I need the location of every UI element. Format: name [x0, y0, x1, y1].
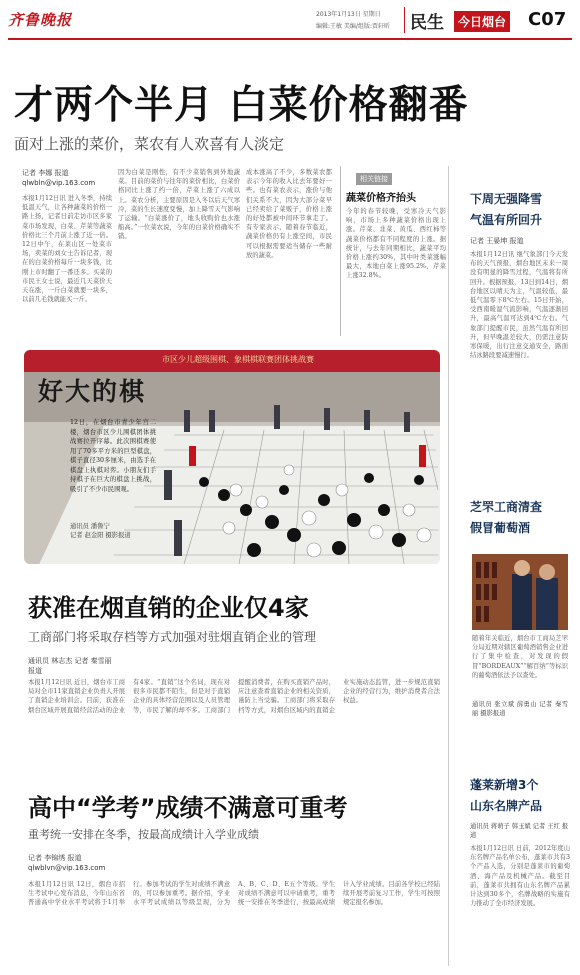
- newspaper-brand: 齐鲁晚报: [8, 11, 73, 29]
- lead-headline: 才两个半月 白菜价格翻番: [14, 83, 469, 128]
- story2-body: 本报1月12日讯 近日，烟台市工商局对全市11家直销企业负责人开展了直销企业培训会。目前，获准在烟台区域开展直销经营活动的企业有4家。“直销”这个名词，现在对很多市民都不陌生，但是对于直销企业的具体经营范围以及人员管理等，市民了解的却不多。工商部门提醒消费者，在购买直销产品时，应注意查看直销企业的相关资质，谨防上当受骗。工商部门将采取存档等方式，对烟台区域内的直销企业实施动态监管，进一步规范直销企业的经营行为，维护消费者合法权益。: [28, 679, 440, 714]
- story2-subhead: 工商部门将采取存档等方式加强对驻烟直销企业的管理: [28, 630, 317, 644]
- story3-email: qlwblvn@vip.163.com: [28, 864, 106, 872]
- lead-body-col1: 本报1月12日讯 进入冬季，持续低温天气，让各种蔬菜的价格一路上扬，记者日前走访市区多家菜市场发现，白菜、芹菜等蔬菜价格比三个月前上涨了近一倍。12日中午，在莱山区一处菜市场，卖菜的刘女士告诉记者，现在的白菜价格每斤一块多钱，比刚上市时翻了一番还多。买菜的市民王女士说，最近几天菜价天天在涨，一斤白菜就要一块多，以前几毛钱就能买一斤。: [22, 195, 112, 304]
- story3-body: 本报1月12日讯 12日，烟台市招生考试中心发布消息，今年山东省普通高中学业水平考试将于1月举行。参加考试的学生对成绩不满意的，可以参加重考。据介绍，学业水平考试成绩以等级呈现，分为A、B、C、D、E五个等级。学生对成绩不满意可以申请重考，重考统一安排在冬季进行，按最高成绩计入学业成绩。目前各学校已经陆续开展考前复习工作，学生可按照规定报名参加。: [28, 881, 440, 907]
- s1-title2: 气温有所回升: [470, 213, 543, 227]
- s3-body: 本报1月12日讯 日前，2012年度山东名牌产品名单公布，蓬莱市共有3个产品入选，分别是蓬莱市的葡萄酒、海产品及机械产品。截至目前，蓬莱市共拥有山东名牌产品累计达到30多个，名牌战略的实施有力推动了全市经济发展。: [470, 845, 570, 908]
- s3-title: 蓬莱新增3个: [470, 778, 539, 792]
- related-body: 今年的春节较晚，受寒冷天气影响，市场上多种蔬菜价格出现上涨。芹菜、韭菜、黄瓜、西红柿等蔬菜价格都有不同程度的上涨。据统计，与去年同期相比，蔬菜平均价格上涨约30%，其中叶类菜涨幅最大，本地白菜上涨95.2%，芹菜上涨32.8%。: [346, 208, 446, 280]
- chess-photo: [24, 350, 440, 564]
- photo-caption: 12日，在烟台市青少年宫二楼，烟台市区少儿围棋团体挑战赛拉开序幕。此次围棋赛使用了70多平方米的巨型棋盘，棋子直径30多厘米，由选手在棋盘上执棋对弈。小朋友们手持棋子在巨大的棋盘上挑战，吸引了不少市民围观。: [70, 419, 156, 493]
- lead-byline: 记者 李娜 报道: [22, 169, 69, 177]
- lead-subhead: 面对上涨的菜价，菜农有人欢喜有人淡定: [14, 135, 285, 153]
- s1-title: 下周无强降雪: [470, 192, 543, 206]
- story3-subhead: 重考统一安排在冬季，按最高成绩计入学业成绩: [28, 828, 259, 841]
- story2-headline: 获准在烟直销的企业仅4家: [28, 594, 309, 622]
- s3-title2: 山东名牌产品: [470, 799, 543, 813]
- s2-title2: 假冒葡萄酒: [470, 521, 531, 535]
- photo-title: 好大的棋: [38, 377, 147, 406]
- editors-line: 编辑:王敏 美编/组版:贾轩昕: [316, 23, 390, 30]
- related-title: 蔬菜价格齐抬头: [346, 193, 416, 204]
- related-box: [340, 166, 446, 336]
- date-line: 2013年1月13日 星期日: [316, 11, 381, 18]
- lead-email: qlwbln@vip.163.com: [22, 179, 96, 187]
- related-label: 相关链接: [356, 173, 392, 185]
- s3-byline: 通讯员 蒋萌子 韩玉斌 记者 王红 报道: [470, 823, 569, 839]
- story2-byline: 通讯员 林志杰 记者 秦雪丽 报道: [28, 657, 112, 675]
- story3-headline: 高中“学考”成绩不满意可重考: [28, 794, 348, 822]
- edition-badge: 今日烟台: [454, 11, 510, 32]
- lead-body-col3: 成本涨高了不少，多数菜农都表示今年的收入比去年要好一些。也有菜农表示，涨价与他们关系不大，因为大部分菜早已经卖给了菜贩子，价格上涨的好处都被中间环节拿走了。有专家表示，随着春节临近，蔬菜价格仍有上涨空间，市民可以根据需要适当储存一些耐放的蔬菜。: [246, 169, 332, 259]
- section-name: 民生: [410, 13, 444, 33]
- s2-title: 芝罘工商清查: [470, 500, 543, 514]
- s1-byline: 记者 王晏坤 报道: [470, 237, 524, 245]
- s2-body: 随着年关临近，烟台市工商局芝罘分局近期对辖区葡萄酒销售企业进行了集中检查，对发现的假冒“BORDEAUX”“解百纳”等标识的葡萄酒依法予以查处。: [472, 635, 568, 679]
- story3-byline: 记者 李锦绣 报道: [28, 854, 82, 862]
- s2-credits: 通讯员 张立斌 薛勇山 记者 秦雪丽 摄影报道: [472, 701, 568, 718]
- photo-credits: 通讯员 潘鲁宁 记者 赵金阳 摄影报道: [70, 523, 131, 540]
- lead-body-col2: 因为白菜是刚性，有不少菜销售到外地蔬菜。目前的菜价与往年的菜价相比，白菜价格同比上涨了约一倍，芹菜上涨了六成以上。菜农分析，主要原因是入冬以后天气寒冷，菜的生长速度变慢，加上降雪天气影响了运输。“白菜涨价了，地头收购价也水涨船高。”一位菜农说，今年的白菜价格确实不错。: [118, 169, 240, 241]
- s1-body: 本报1月12日讯 继气象部门今天发布的天气预报，烟台地区未来一周没有明显的降雪过程，气温将有所回升。根据预报，13日到14日，烟台地区以晴天为主，气温较低，最低气温零下8℃左右。15日开始，受西南暖湿气流影响，气温逐渐回升，最高气温可达到4℃左右。气象部门提醒市民，虽然气温有所回升，但早晚温差较大，仍需注意防寒保暖，出行注意交通安全，路面结冰路段要减速慢行。: [470, 251, 568, 360]
- wine-photo: [472, 554, 568, 630]
- venue-banner: 市区少儿超级围棋、象棋棋联赛团体挑战赛: [162, 355, 314, 364]
- page-number: C07: [528, 9, 567, 30]
